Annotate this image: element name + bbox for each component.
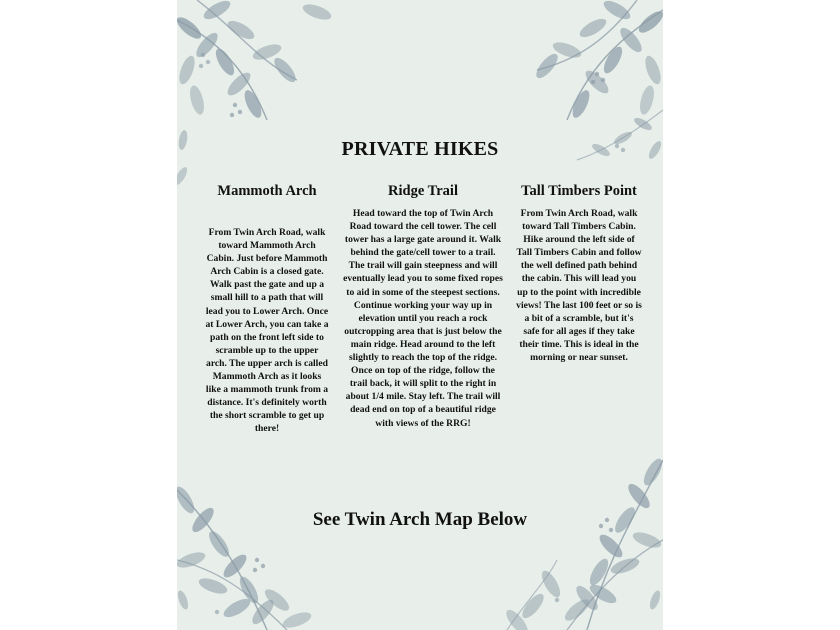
hike-title: Mammoth Arch (217, 183, 317, 199)
page-title: PRIVATE HIKES (341, 138, 499, 160)
hike-description: Head toward the top of Twin Arch Road toward the cell tower. The cell tower has a large gate around it. Walk behind the gate/cell tower to a trail. The trail will gain steepness and will eventually lead you to some fixed ropes to aid in some of the steepest sections. Continue working your way up in elevation until you reach a rock outcropping area that is just below the main ridge. Head around to the left slightly to reach the top of the ridge. Once on top of the ridge, follow the trail back, it will split to the right in about 1/4 mile. Stay left. The trail will dead end on top of a beautiful ridge with views of the RRG! (343, 208, 503, 429)
flyer-page (177, 0, 663, 630)
hike-column-ridge-trail (343, 183, 503, 430)
hike-column-tall-timbers-point (516, 183, 642, 364)
map-reference-text: See Twin Arch Map Below (312, 509, 528, 530)
leaf-cluster-bottom-right-icon (503, 456, 663, 630)
hike-column-mammoth-arch (205, 183, 329, 436)
hike-title: Tall Timbers Point (521, 183, 637, 199)
hike-description: From Twin Arch Road, walk toward Mammoth Arch Cabin. Just before Mammoth Arch Cabin is a closed gate. Walk past the gate and up a small hill to a path that will lead you to Lower Arch. Once at Lower Arch, you can take a path on the front left side to scramble up to the upper arch. The upper arch is called Mammoth Arch as it looks like a mammoth trunk from a distance. It's definitely worth the short scramble to get up there! (205, 227, 329, 435)
leaf-accent-left-icon (177, 165, 189, 186)
leaf-cluster-top-right-icon (533, 0, 663, 161)
hike-description: From Twin Arch Road, walk toward Tall Timbers Cabin. Hike around the left side of Tall Timbers Cabin and follow the well defined path behind the cabin. This will lead you up to the point with incredible views! The last 100 feet or so is a bit of a scramble, but it's safe for all ages if they take their time. This is ideal in the morning or near sunset. (516, 208, 642, 364)
leaf-cluster-bottom-left-icon (177, 484, 313, 630)
leaf-cluster-top-left-icon (177, 0, 333, 151)
hike-title: Ridge Trail (388, 183, 458, 199)
